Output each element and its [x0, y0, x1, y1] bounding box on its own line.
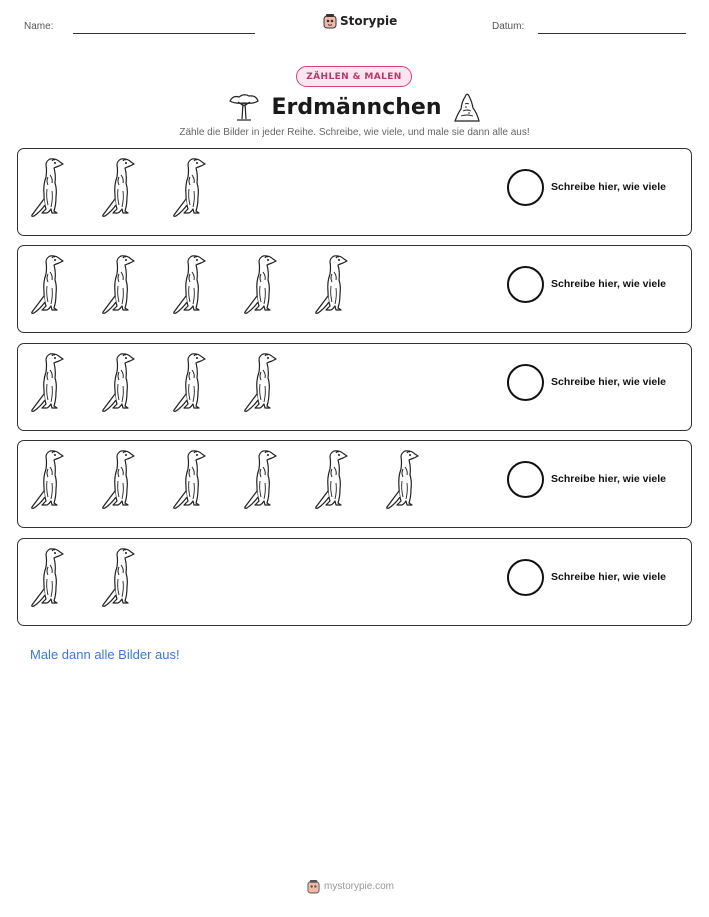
- date-label: Datum:: [492, 21, 525, 32]
- meerkat-icon: [101, 350, 141, 420]
- storypie-logo-icon: [307, 879, 320, 894]
- title-row: [0, 89, 709, 125]
- meerkat-icon: [101, 545, 141, 615]
- instructions: Zähle die Bilder in jeder Reihe. Schreibe, wie viele, und male sie dann alle aus!: [179, 127, 530, 138]
- category-badge: ZÄHLEN & MALEN: [296, 66, 412, 87]
- brand: [323, 13, 397, 29]
- meerkat-icon: [243, 350, 283, 420]
- counting-row: [17, 245, 692, 333]
- meerkat-icon: [101, 155, 141, 225]
- answer-circle[interactable]: [507, 266, 544, 303]
- meerkat-icon: [30, 350, 70, 420]
- answer-label: Schreibe hier, wie viele: [551, 278, 666, 290]
- answer-circle[interactable]: [507, 364, 544, 401]
- meerkat-icon: [101, 447, 141, 517]
- counting-row: [17, 440, 692, 528]
- meerkat-icon: [30, 447, 70, 517]
- date-line[interactable]: [538, 33, 686, 34]
- footer-url: mystorypie.com: [324, 881, 395, 892]
- counting-row: [17, 538, 692, 626]
- meerkat-icon: [30, 155, 70, 225]
- meerkat-icon: [172, 252, 212, 322]
- meerkat-icon: [243, 447, 283, 517]
- answer-label: Schreibe hier, wie viele: [551, 376, 666, 388]
- meerkat-icon: [30, 545, 70, 615]
- name-label: Name:: [24, 21, 54, 32]
- meerkat-icon: [314, 252, 354, 322]
- meerkat-icon: [172, 447, 212, 517]
- acacia-tree-icon: [227, 92, 261, 122]
- brand-name: Storypie: [340, 14, 398, 28]
- counting-row: [17, 148, 692, 236]
- answer-circle[interactable]: [507, 461, 544, 498]
- storypie-logo-icon: [323, 13, 337, 29]
- answer-circle[interactable]: [507, 559, 544, 596]
- termite-mound-icon: [452, 91, 482, 123]
- answer-label: Schreibe hier, wie viele: [551, 571, 666, 583]
- meerkat-icon: [314, 447, 354, 517]
- meerkat-icon: [30, 252, 70, 322]
- meerkat-icon: [172, 350, 212, 420]
- page-title: Erdmännchen: [271, 94, 442, 120]
- meerkat-icon: [243, 252, 283, 322]
- answer-label: Schreibe hier, wie viele: [551, 181, 666, 193]
- meerkat-icon: [101, 252, 141, 322]
- answer-label: Schreibe hier, wie viele: [551, 473, 666, 485]
- name-line[interactable]: [73, 33, 255, 34]
- answer-circle[interactable]: [507, 169, 544, 206]
- footer-brand: [307, 879, 394, 894]
- meerkat-icon: [385, 447, 425, 517]
- footer-note: Male dann alle Bilder aus!: [30, 647, 180, 662]
- counting-row: [17, 343, 692, 431]
- meerkat-icon: [172, 155, 212, 225]
